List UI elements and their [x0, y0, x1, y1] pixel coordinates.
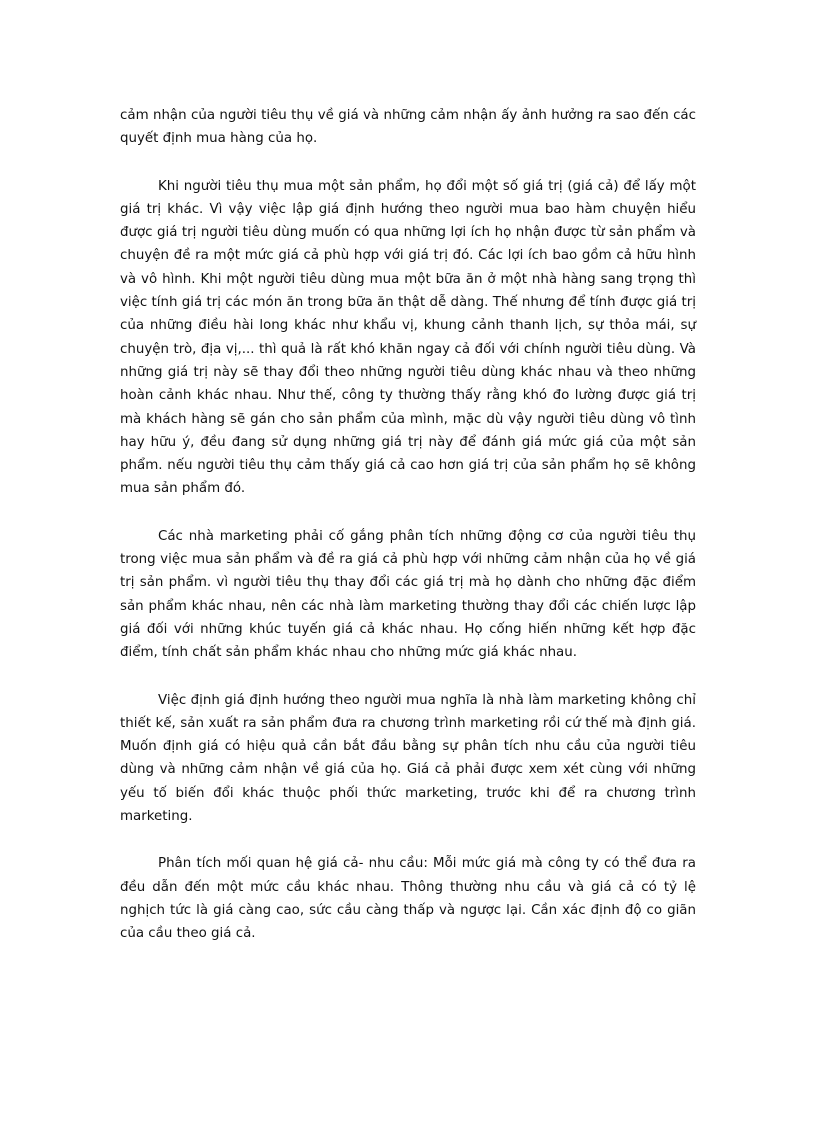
paragraph-buyer-oriented-pricing: Việc định giá định hướng theo người mua nghĩa là nhà làm marketing không chỉ thiết kế, sản xuất ra sản phẩm đưa ra chương trình marketing rồi cứ thế mà định giá. Muốn định giá có hiệu quả cần bắt đầu bằng sự phân tích nhu cầu của người tiêu dùng và những cảm nhận về giá của họ. Giá cả phải được xem xét cùng với những yếu tố biến đổi khác thuộc phối thức marketing, trước khi để ra chương trình marketing.	[120, 692, 696, 825]
paragraph-marketing-motives: Các nhà marketing phải cố gắng phân tích những động cơ của người tiêu thụ trong việc mua sản phẩm và đề ra giá cả phù hợp với những cảm nhận của họ về giá trị sản phẩm. vì người tiêu thụ thay đổi các giá trị mà họ dành cho những đặc điểm sản phẩm khác nhau, nên các nhà làm marketing thường thay đổi các chiến lược lập giá đối với những khúc tuyến giá cả khác nhau. Họ cống hiến những kết hợp đặc điểm, tính chất sản phẩm khác nhau cho những mức giá khác nhau.	[120, 528, 696, 661]
paragraph-price-demand: Phân tích mối quan hệ giá cả- nhu cầu: Mỗi mức giá mà công ty có thể đưa ra đều dẫn đến một mức cầu khác nhau. Thông thường nhu cầu và giá cả có tỷ lệ nghịch tức là giá càng cao, sức cầu càng thấp và ngược lại. Cần xác định độ co giãn của cầu theo giá cả.	[120, 856, 696, 942]
document-body	[120, 104, 696, 970]
paragraph-value-exchange: Khi người tiêu thụ mua một sản phẩm, họ đổi một số giá trị (giá cả) để lấy một giá trị khác. Vì vậy việc lập giá định hướng theo người mua bao hàm chuyện hiểu được giá trị người tiêu dùng muốn có qua những lợi ích họ nhận được từ sản phẩm và chuyện đề ra một mức giá cả phù hợp với giá trị đó. Các lợi ích bao gồm cả hữu hình và vô hình. Khi một người tiêu dùng mua một bữa ăn ở một nhà hàng sang trọng thì việc tính giá trị các món ăn trong bữa ăn thật dễ dàng. Thế nhưng để tính được giá trị của những điều hài long khác như khẩu vị, khung cảnh thanh lịch, sự thỏa mái, sự chuyện trò, địa vị,... thì quả là rất khó khăn ngay cả đối với chính người tiêu dùng. Và những giá trị này sẽ thay đổi theo những người tiêu dùng khác nhau và theo những hoàn cảnh khác nhau. Như thế, công ty thường thấy rằng khó đo lường được giá trị mà khách hàng sẽ gán cho sản phẩm của mình, mặc dù vậy người tiêu dùng vô tình hay hữu ý, đều đang sử dụng những giá trị này để đánh giá mức giá của một sản phẩm. nếu người tiêu thụ cảm thấy giá cả cao hơn giá trị của sản phẩm họ sẽ không mua sản phẩm đó.	[120, 178, 696, 497]
paragraph-continuation: cảm nhận của người tiêu thụ về giá và những cảm nhận ấy ảnh hưởng ra sao đến các quyết định mua hàng của họ.	[120, 108, 696, 147]
